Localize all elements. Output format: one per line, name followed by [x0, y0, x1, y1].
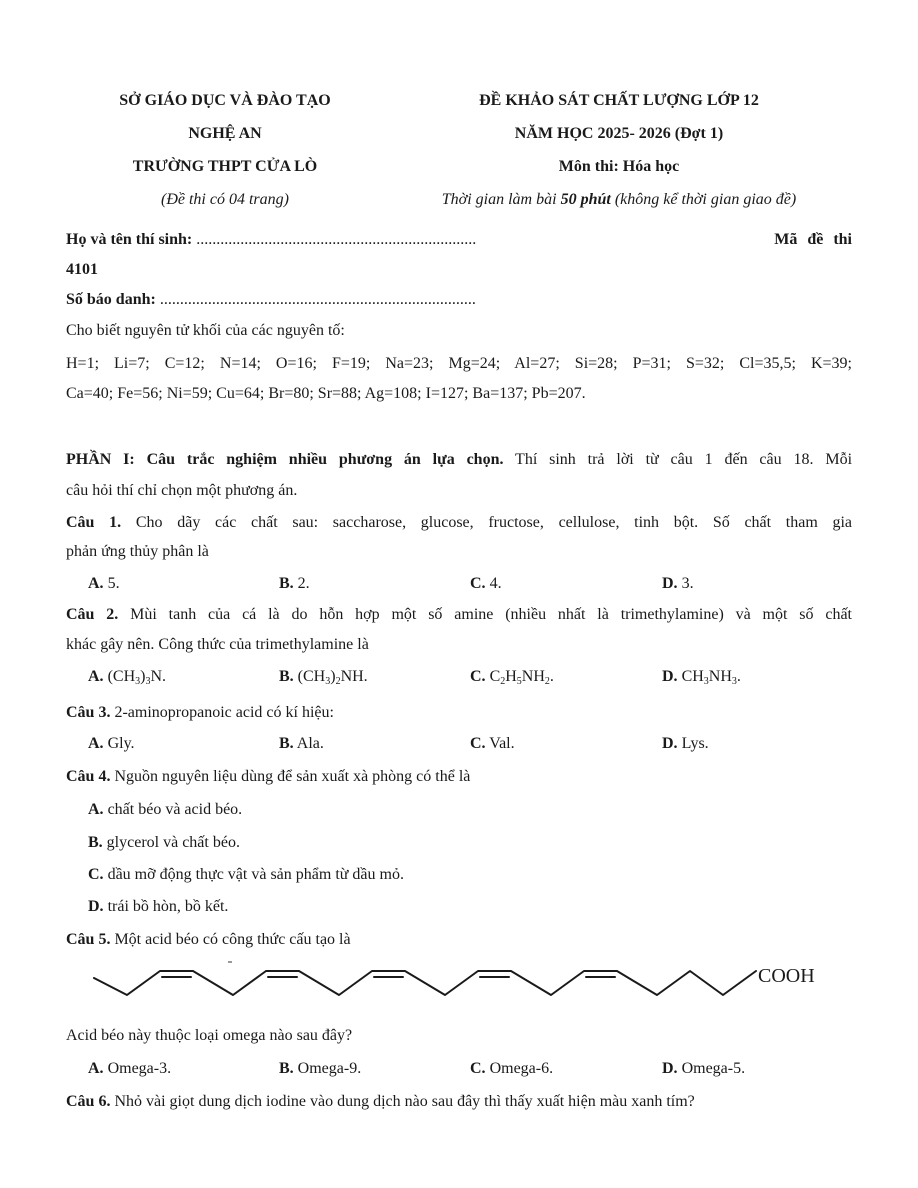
q2-option-a[interactable]: A. $(CH_3)_3N$.	[88, 668, 167, 687]
part1-heading	[66, 451, 852, 469]
time-limit-duration: 50 phút	[560, 191, 611, 208]
part1-title: PHẦN I: Câu trắc nghiệm nhiều phương án lựa chọn.	[66, 451, 504, 468]
question-6-label: Câu 6.	[66, 1093, 111, 1110]
q2-option-c[interactable]: C. $C_2H_5NH_2$.	[470, 668, 554, 687]
option-letter: B.	[88, 834, 103, 851]
q1-option-d[interactable]	[662, 575, 694, 593]
option-text: Omega-9.	[297, 1060, 362, 1077]
header-page-count: (Đề thi có 04 trang)	[161, 191, 289, 208]
option-text: Omega-5.	[681, 1060, 746, 1077]
option-letter: D.	[662, 575, 678, 592]
q5-option-a[interactable]	[88, 1060, 171, 1078]
option-letter: D.	[88, 898, 104, 915]
question-3-label: Câu 3.	[66, 704, 111, 721]
exam-code-label: Mã đề thi	[774, 231, 852, 248]
q1-option-c[interactable]	[470, 575, 502, 593]
q1-option-a[interactable]	[88, 575, 120, 593]
option-letter: D.	[662, 668, 678, 685]
candidate-number-label: Số báo danh:	[66, 291, 160, 308]
q5-option-d[interactable]	[662, 1060, 745, 1078]
atomic-line-2: Ca=40; Fe=56; Ni=59; Cu=64; Br=80; Sr=88; Ag=108; I=127; Ba=137; Pb=207.	[66, 385, 586, 402]
question-1-text: Cho dãy các chất sau: saccharose, glucose, fructose, cellulose, tinh bột. Số chất tham gia	[121, 514, 853, 531]
question-4-label: Câu 4.	[66, 768, 111, 785]
question-4-text: Nguồn nguyên liệu dùng để sản xuất xà phòng có thể là	[110, 768, 471, 785]
option-letter: B.	[279, 735, 294, 752]
option-letter: B.	[279, 1060, 294, 1077]
question-5-label: Câu 5.	[66, 931, 111, 948]
question-5-text: Một acid béo có công thức cấu tạo là	[110, 931, 351, 948]
question-5-question: Acid béo này thuộc loại omega nào sau đây?	[66, 1027, 353, 1044]
option-text: trái bồ hòn, bồ kết.	[107, 898, 229, 915]
option-text: Gly.	[107, 735, 135, 752]
option-text: Ala.	[296, 735, 324, 752]
option-letter: D.	[662, 735, 678, 752]
option-text: 4.	[489, 575, 502, 592]
atomic-line-1: H=1; Li=7; C=12; N=14; O=16; F=19; Na=23; Mg=24; Al=27; Si=28; P=31; S=32; Cl=35,5; K=39;	[66, 355, 852, 372]
subject: Môn thi: Hóa học	[558, 158, 680, 175]
option-letter: A.	[88, 575, 104, 592]
header-province: NGHỆ AN	[188, 125, 262, 142]
option-text: 2.	[297, 575, 310, 592]
student-name-line	[66, 231, 476, 249]
option-letter: B.	[279, 575, 294, 592]
question-2-text: Mùi tanh của cá là do hỗn hợp một số amine (nhiều nhất là trimethylamine) và một số chất	[118, 606, 852, 623]
question-5	[66, 931, 351, 949]
school-year: NĂM HỌC 2025- 2026 (Đợt 1)	[514, 125, 724, 142]
question-6	[66, 1093, 695, 1111]
time-limit-post: (không kể thời gian giao đề)	[610, 191, 797, 208]
option-letter: D.	[662, 1060, 678, 1077]
option-letter: B.	[279, 668, 294, 685]
option-letter: A.	[88, 668, 104, 685]
q4-option-c[interactable]	[88, 866, 404, 884]
option-text: dầu mỡ động thực vật và sản phẩm từ dầu mỏ.	[107, 866, 404, 883]
question-3	[66, 704, 334, 722]
time-limit-pre: Thời gian làm bài	[441, 191, 561, 208]
question-2	[66, 606, 852, 624]
option-letter: A.	[88, 1060, 104, 1077]
student-name-label: Họ và tên thí sinh:	[66, 231, 197, 248]
q5-option-b[interactable]	[279, 1060, 361, 1078]
q2-option-d[interactable]: D. $CH_3NH_3$.	[662, 668, 741, 687]
q1-option-b[interactable]	[279, 575, 310, 593]
candidate-number-field: ...............................................................................	[159, 291, 476, 308]
question-6-text: Nhỏ vài giọt dung dịch iodine vào dung dịch nào sau đây thì thấy xuất hiện màu xanh tím?	[110, 1093, 695, 1110]
option-text: 3.	[681, 575, 694, 592]
option-letter: C.	[470, 735, 486, 752]
option-text: Omega-6.	[489, 1060, 554, 1077]
cooh-label: COOH	[758, 965, 815, 987]
q4-option-b[interactable]	[88, 834, 240, 852]
header-school: TRƯỜNG THPT CỬA LÒ	[132, 158, 318, 175]
part1-instruction-2: câu hỏi thí chỉ chọn một phương án.	[66, 482, 298, 499]
option-letter: C.	[470, 575, 486, 592]
question-3-text: 2-aminopropanoic acid có kí hiệu:	[110, 704, 334, 721]
fatty-acid-skeletal-structure	[80, 958, 850, 1018]
candidate-number-line	[66, 291, 476, 309]
option-text: glycerol và chất béo.	[106, 834, 240, 851]
q5-option-c[interactable]	[470, 1060, 553, 1078]
q4-option-a[interactable]	[88, 801, 242, 819]
option-text: chất béo và acid béo.	[107, 801, 243, 818]
question-1-label: Câu 1.	[66, 514, 122, 531]
q2-option-b[interactable]: B. $(CH_3)_2NH$.	[279, 668, 368, 687]
q3-option-c[interactable]	[470, 735, 515, 753]
option-text: Omega-3.	[107, 1060, 172, 1077]
option-letter: C.	[470, 668, 486, 685]
question-1-text-2: phản ứng thủy phân là	[66, 543, 209, 560]
question-1	[66, 514, 852, 532]
student-name-field: ......................................................................	[196, 231, 477, 248]
question-4	[66, 768, 470, 786]
exam-title: ĐỀ KHẢO SÁT CHẤT LƯỢNG LỚP 12	[479, 92, 759, 109]
q3-option-b[interactable]	[279, 735, 324, 753]
option-letter: C.	[88, 866, 104, 883]
question-2-text-2: khác gây nên. Công thức của trimethylamine là	[66, 636, 369, 653]
option-letter: C.	[470, 1060, 486, 1077]
question-2-label: Câu 2.	[66, 606, 119, 623]
option-letter: A.	[88, 801, 104, 818]
q3-option-d[interactable]	[662, 735, 709, 753]
atomic-intro: Cho biết nguyên tử khối của các nguyên tố:	[66, 322, 345, 339]
part1-instruction-1: Thí sinh trả lời từ câu 1 đến câu 18. Mỗi	[503, 451, 853, 468]
option-text: 5.	[107, 575, 120, 592]
option-letter: A.	[88, 735, 104, 752]
option-text: Val.	[489, 735, 515, 752]
exam-code-value: 4101	[66, 261, 98, 278]
q4-option-d[interactable]	[88, 898, 228, 916]
time-limit	[390, 191, 848, 209]
q3-option-a[interactable]	[88, 735, 135, 753]
header-department: SỞ GIÁO DỤC VÀ ĐÀO TẠO	[119, 92, 331, 109]
option-text: Lys.	[681, 735, 709, 752]
